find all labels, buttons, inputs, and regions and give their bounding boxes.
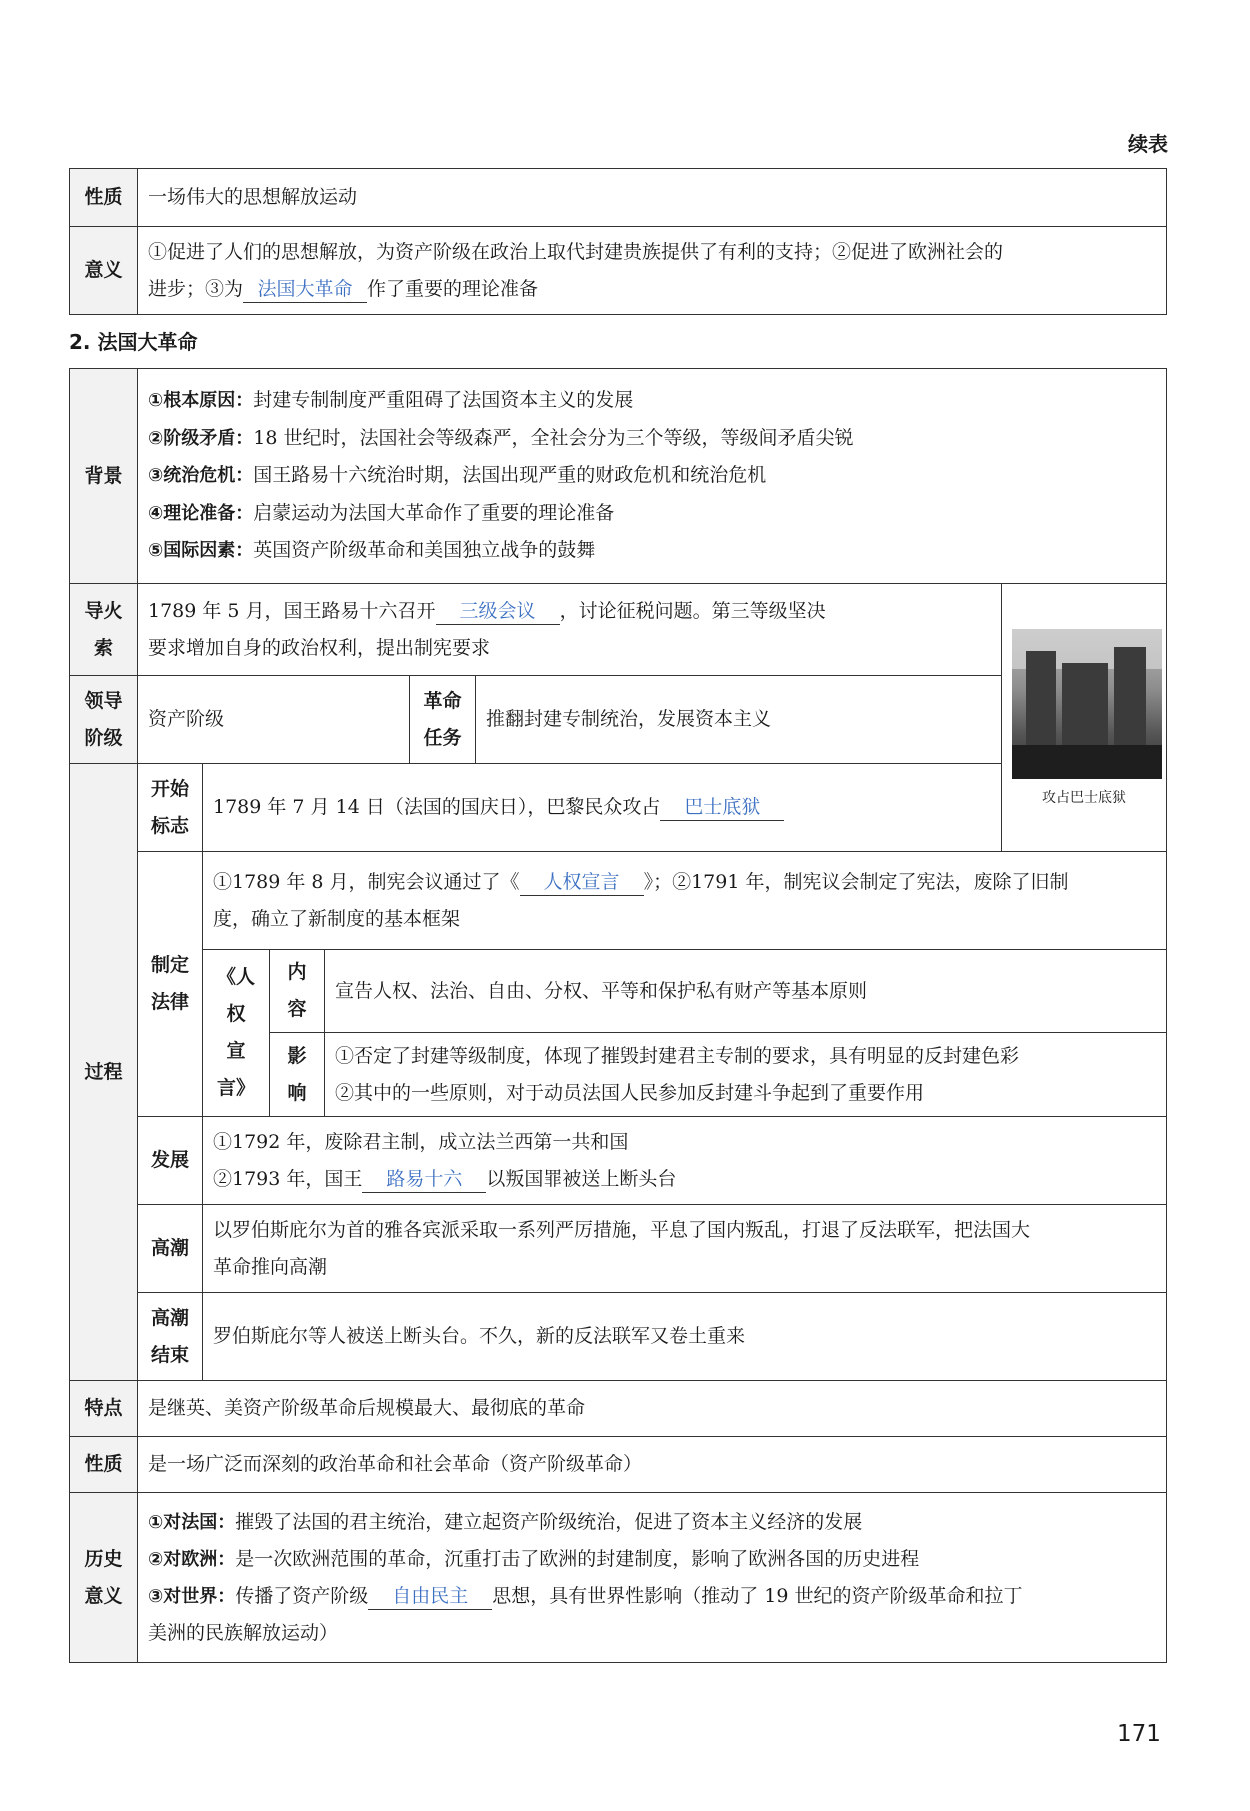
bastille-image-cell xyxy=(1002,584,1167,852)
content-text: 宣告人权、法治、自由、分权、平等和保护私有财产等基本原则 xyxy=(325,950,1167,1033)
answer-blank: 三级会议 xyxy=(436,598,560,625)
background-item: ③统治危机：国王路易十六统治时期，法国出现严重的财政危机和统治危机 xyxy=(148,464,767,487)
development-cell: ①1792 年，废除君主制，成立法兰西第一共和国 ②1793 年，国王 路易十六 以叛国罪被送上断头台 xyxy=(203,1117,1167,1205)
law-label: 制定 法律 xyxy=(138,852,203,1117)
influence-cell: ①否定了封建等级制度，体现了摧毁封建君主专制的要求，具有明显的反封建色彩 ②其中的一些原则，对于动员法国人民参加反封建斗争起到了重要作用 xyxy=(325,1033,1167,1117)
development-label: 发展 xyxy=(138,1117,203,1205)
image-caption: 攻占巴士底狱 xyxy=(1042,789,1126,806)
bastille-illustration xyxy=(1012,629,1162,779)
nature-text: 一场伟大的思想解放运动 xyxy=(138,169,1167,227)
nature-label: 性质 xyxy=(70,169,138,227)
climax-end-label: 高潮 结束 xyxy=(138,1293,203,1381)
fuse-label: 导火 索 xyxy=(70,584,138,676)
answer-blank: 自由民主 xyxy=(368,1583,492,1610)
rev-nature-label: 性质 xyxy=(70,1437,138,1493)
fuse-cell: 1789 年 5 月，国王路易十六召开 三级会议 ，讨论征税问题。第三等级坚决 要求增加自身的政治权利，提出制宪要求 xyxy=(138,584,1002,676)
process-label: 过程 xyxy=(70,764,138,1381)
task-label: 革命 任务 xyxy=(410,676,476,764)
answer-blank: 人权宣言 xyxy=(520,869,644,896)
continued-label: 续表 xyxy=(1128,132,1168,156)
background-label: 背景 xyxy=(70,369,138,584)
feature-label: 特点 xyxy=(70,1381,138,1437)
section-title: 2. 法国大革命 xyxy=(69,330,198,354)
rev-nature-text: 是一场广泛而深刻的政治革命和社会革命（资产阶级革命） xyxy=(138,1437,1167,1493)
feature-text: 是继英、美资产阶级革命后规模最大、最彻底的革命 xyxy=(138,1381,1167,1437)
history-item: ①对法国：摧毁了法国的君主统治，建立起资产阶级统治，促进了资本主义经济的发展 xyxy=(148,1510,863,1533)
law-cell: ①1789 年 8 月，制宪会议通过了《 人权宣言 》；②1791 年，制宪议会制定了宪法，废除了旧制 度，确立了新制度的基本框架 xyxy=(203,852,1167,950)
climax-cell: 以罗伯斯庇尔为首的雅各宾派采取一系列严厉措施，平息了国内叛乱，打退了反法联军，把法国大 革命推向高潮 xyxy=(203,1205,1167,1293)
leader-text: 资产阶级 xyxy=(138,676,410,764)
background-item: ⑤国际因素：英国资产阶级革命和美国独立战争的鼓舞 xyxy=(148,539,596,562)
answer-blank: 路易十六 xyxy=(362,1166,486,1193)
climax-label: 高潮 xyxy=(138,1205,203,1293)
climax-end-text: 罗伯斯庇尔等人被送上断头台。不久，新的反法联军又卷土重来 xyxy=(203,1293,1167,1381)
history-item: ③对世界：传播了资产阶级 自由民主 思想，具有世界性影响（推动了 19 世纪的资产阶级革命和拉丁 xyxy=(148,1578,1156,1615)
history-item: ②对欧洲：是一次欧洲范围的革命，沉重打击了欧洲的封建制度，影响了欧洲各国的历史进程 xyxy=(148,1547,920,1570)
enlightenment-table xyxy=(69,168,1167,315)
content-label: 内容 xyxy=(270,950,325,1033)
background-item: ①根本原因：封建专制制度严重阻碍了法国资本主义的发展 xyxy=(148,389,634,412)
task-text: 推翻封建专制统治，发展资本主义 xyxy=(476,676,1002,764)
french-revolution-table xyxy=(69,368,1167,1663)
background-item: ④理论准备：启蒙运动为法国大革命作了重要的理论准备 xyxy=(148,501,615,524)
answer-blank: 巴士底狱 xyxy=(660,794,784,821)
page-number: 171 xyxy=(1117,1721,1161,1747)
leader-label: 领导 阶级 xyxy=(70,676,138,764)
significance-line-1: ①促进了人们的思想解放，为资产阶级在政治上取代封建贵族提供了有利的支持；②促进了欧洲社会的 xyxy=(148,240,1004,263)
influence-label: 影响 xyxy=(270,1033,325,1117)
declaration-label: 《人权 宣言》 xyxy=(203,950,270,1117)
significance-cell xyxy=(138,227,1167,315)
start-cell: 1789 年 7 月 14 日（法国的国庆日），巴黎民众攻占 巴士底狱 xyxy=(203,764,1002,852)
history-label: 历史 意义 xyxy=(70,1493,138,1663)
significance-line-2: 进步；③为 法国大革命 作了重要的理论准备 xyxy=(148,271,1156,308)
start-label: 开始 标志 xyxy=(138,764,203,852)
background-cell xyxy=(138,369,1167,584)
background-item: ②阶级矛盾：18 世纪时，法国社会等级森严，全社会分为三个等级，等级间矛盾尖锐 xyxy=(148,426,854,449)
history-cell: ①对法国：摧毁了法国的君主统治，建立起资产阶级统治，促进了资本主义经济的发展 ②对欧洲：是一次欧洲范围的革命，沉重打击了欧洲的封建制度，影响了欧洲各国的历史进程 ③对世界：传播了资产阶级 自由民主 思想，具有世界性影响（推动了 19 世纪的资产阶级革命和拉丁 美洲的民族解放运动） xyxy=(138,1493,1167,1663)
answer-blank: 法国大革命 xyxy=(243,276,367,303)
significance-label: 意义 xyxy=(70,227,138,315)
